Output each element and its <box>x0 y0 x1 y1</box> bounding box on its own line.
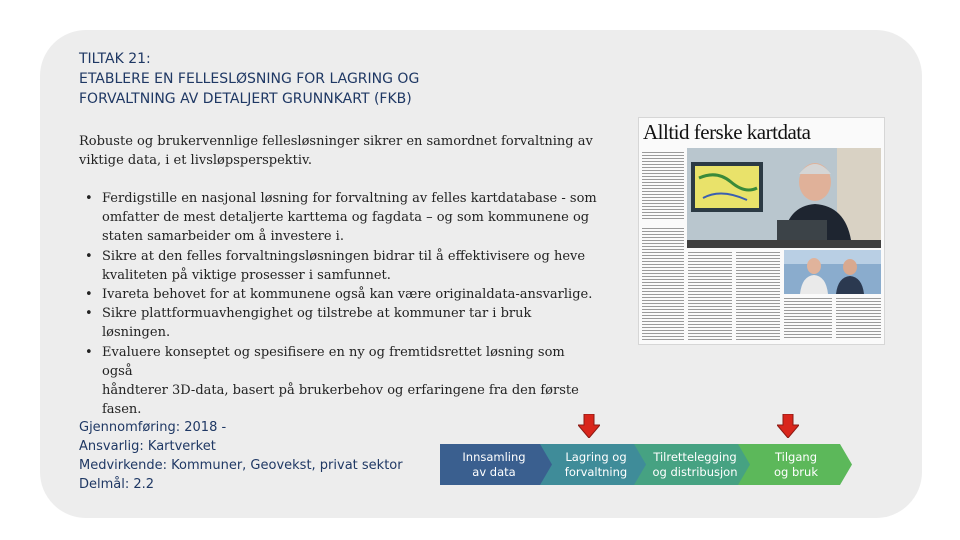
down-arrow-icon <box>578 414 600 438</box>
contributors-text: Medvirkende: Kommuner, Geovekst, privat sektor <box>79 458 403 473</box>
process-step-storage <box>546 444 646 485</box>
process-step-collection <box>440 444 548 485</box>
goal-text: Delmål: 2.2 <box>79 477 155 492</box>
intro-text <box>79 132 619 170</box>
clipping-text-column <box>688 250 732 340</box>
process-step-access <box>746 444 846 485</box>
bullet-item <box>79 304 599 342</box>
title-line-1: TILTAK 21: <box>79 51 151 67</box>
clipping-text-column <box>642 226 684 340</box>
bullet-list <box>79 189 599 419</box>
step-line-2: av data <box>472 464 516 479</box>
intro-line-2: viktige data, i et livsløpsperspektiv. <box>79 153 312 168</box>
clipping-text-column <box>736 250 780 340</box>
clipping-photo-office <box>687 148 881 240</box>
responsible-text: Ansvarlig: Kartverket <box>79 439 216 454</box>
step-line-1: Lagring og <box>565 449 627 464</box>
bullet-line: Ferdigstille en nasjonal løsning for forvaltning av felles kartdatabase - som <box>102 191 597 206</box>
bullet-icon: • <box>85 287 93 303</box>
clipping-text-column <box>836 296 881 340</box>
implementation-text: Gjennomføring: 2018 - <box>79 420 227 435</box>
people-photo-illustration <box>784 250 881 294</box>
clipping-headline: Alltid ferske kartdata <box>643 120 811 144</box>
bullet-icon: • <box>85 306 93 322</box>
bullet-item <box>79 285 599 304</box>
clipping-text-column <box>784 296 832 340</box>
step-line-2: og distribusjon <box>652 464 738 479</box>
process-step-distribution <box>640 444 750 485</box>
bullet-item <box>79 189 599 247</box>
footer-info <box>79 418 429 494</box>
bullet-icon: • <box>85 248 93 264</box>
step-line-1: Innsamling <box>462 449 526 464</box>
bullet-line: Sikre at den felles forvaltningsløsningen bidrar til å effektivisere og heve <box>102 248 586 264</box>
clipping-text-column <box>642 150 684 220</box>
step-line-1: Tilgang <box>775 449 817 464</box>
bullet-line: Ivareta behovet for at kommunene også kan være originaldata-ansvarlige. <box>102 287 593 303</box>
bullet-icon: • <box>85 191 93 206</box>
bullet-line: Evaluere konseptet og spesifisere en ny og fremtidsrettet løsning som også <box>102 344 565 379</box>
slide-title <box>79 49 599 109</box>
down-arrow-icon <box>777 414 799 438</box>
office-photo-illustration <box>687 148 881 240</box>
process-diagram <box>440 444 852 485</box>
intro-line-1: Robuste og brukervennlige fellesløsninger sikrer en samordnet forvaltning av <box>79 134 593 149</box>
bullet-line: fasen. <box>102 402 142 418</box>
step-line-2: og bruk <box>774 464 818 479</box>
step-line-2: forvaltning <box>564 464 628 479</box>
step-line-1: Tilrettelegging <box>653 449 737 464</box>
bullet-item <box>79 247 599 285</box>
clipping-caption-bar <box>687 240 881 248</box>
bullet-line: omfatter de mest detaljerte karttema og fagdata – og som kommunene og <box>102 210 590 226</box>
bullet-line: håndterer 3D-data, basert på brukerbehov og erfaringene fra den første <box>102 383 579 399</box>
bullet-line: Sikre plattformuavhengighet og tilstrebe at kommuner tar i bruk løsningen. <box>102 306 532 341</box>
title-line-2: ETABLERE EN FELLESLØSNING FOR LAGRING OG <box>79 71 420 87</box>
clipping-photo-people <box>784 250 881 294</box>
bullet-line: staten samarbeider om å investere i. <box>102 229 344 245</box>
bullet-item <box>79 343 599 420</box>
bullet-line: kvaliteten på viktige prosesser i samfunnet. <box>102 267 391 283</box>
bullet-icon: • <box>85 344 93 360</box>
title-line-3: FORVALTNING AV DETALJERT GRUNNKART (FKB) <box>79 91 412 107</box>
newspaper-clipping-image <box>638 117 885 345</box>
